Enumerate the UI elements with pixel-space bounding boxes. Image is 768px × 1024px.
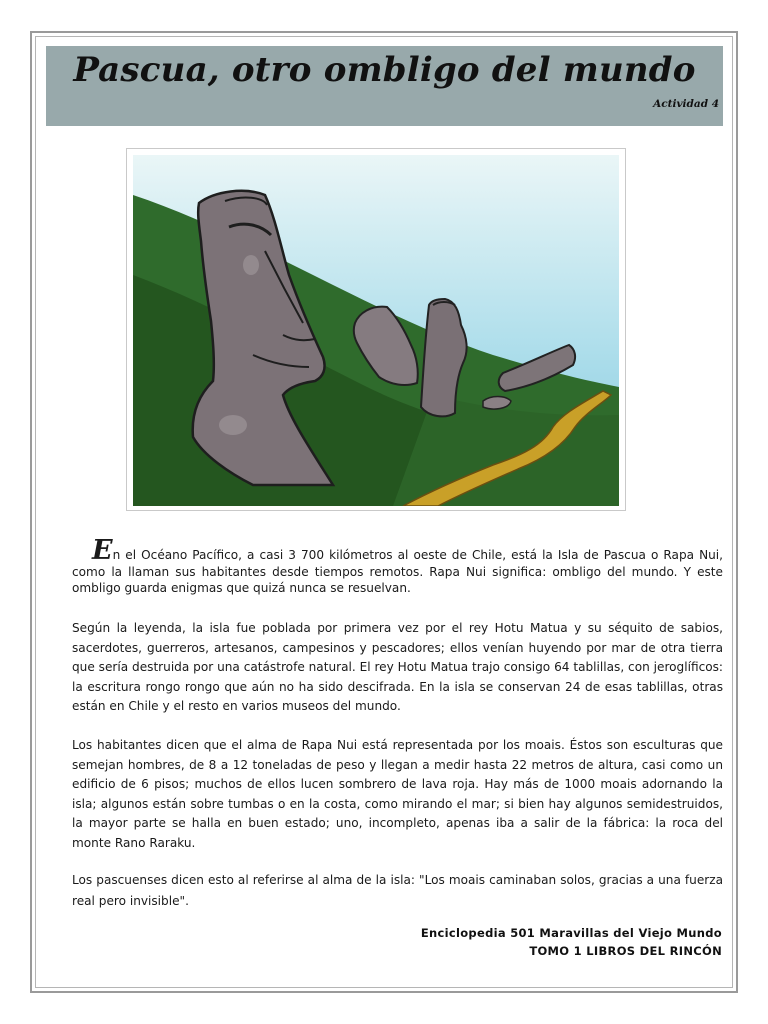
paragraph-1-text: n el Océano Pacífico, a casi 3 700 kilómetros al oeste de Chile, está la Isla de Pascua o Rapa Nui, como la llaman sus habitantes desde tiempos remotos. Rapa Nui significa: ombligo del mundo. Y este ombligo guarda enigmas que quizá nunca se resuelvan. bbox=[72, 548, 723, 595]
moai-statues-illustration bbox=[133, 155, 619, 506]
paragraph-3: Los habitantes dicen que el alma de Rapa Nui está representada por los moais. Éstos son esculturas que semejan hombres, de 8 a 12 toneladas de peso y llegan a medir hasta 22 metros de altura, casi como un edificio de 6 pisos; muchos de ellos lucen sombrero de lava roja. Hay más de 1000 moais adornando la isla; algunos están sobre tumbas o en la costa, como mirando el mar; si bien hay algunos semidestruidos, la mayor parte se halla en buen estado; uno, incompleto, apenas iba a salir de la fábrica: la roca del monte Rano Raraku. bbox=[72, 738, 723, 850]
page-title: Pascua, otro ombligo del mundo bbox=[73, 50, 696, 90]
moai-illustration-frame bbox=[126, 148, 626, 511]
paragraph-1 bbox=[72, 535, 723, 597]
activity-label: Actividad 4 bbox=[653, 98, 719, 110]
source-credit-title: Enciclopedia 501 Maravillas del Viejo Mundo bbox=[420, 926, 722, 940]
source-credit-volume: TOMO 1 LIBROS DEL RINCÓN bbox=[529, 944, 722, 958]
paragraph-4: Los pascuenses dicen esto al referirse al alma de la isla: "Los moais caminaban solos, gracias a una fuerza real pero invisible". bbox=[72, 873, 723, 908]
title-banner bbox=[46, 46, 723, 126]
drop-cap: E bbox=[92, 535, 113, 566]
paragraph-2: Según la leyenda, la isla fue poblada por primera vez por el rey Hotu Matua y su séquito de sabios, sacerdotes, guerreros, artesanos, campesinos y pescadores; ellos venían huyendo por mar de otra tierra que sería destruida por una catástrofe natural. El rey Hotu Matua trajo consigo 64 tablillas, con jeroglíficos: la escritura rongo rongo que aún no ha sido descifrada. En la isla se conservan 24 de esas tablillas, otras están en Chile y el resto en varios museos del mundo. bbox=[72, 621, 723, 713]
